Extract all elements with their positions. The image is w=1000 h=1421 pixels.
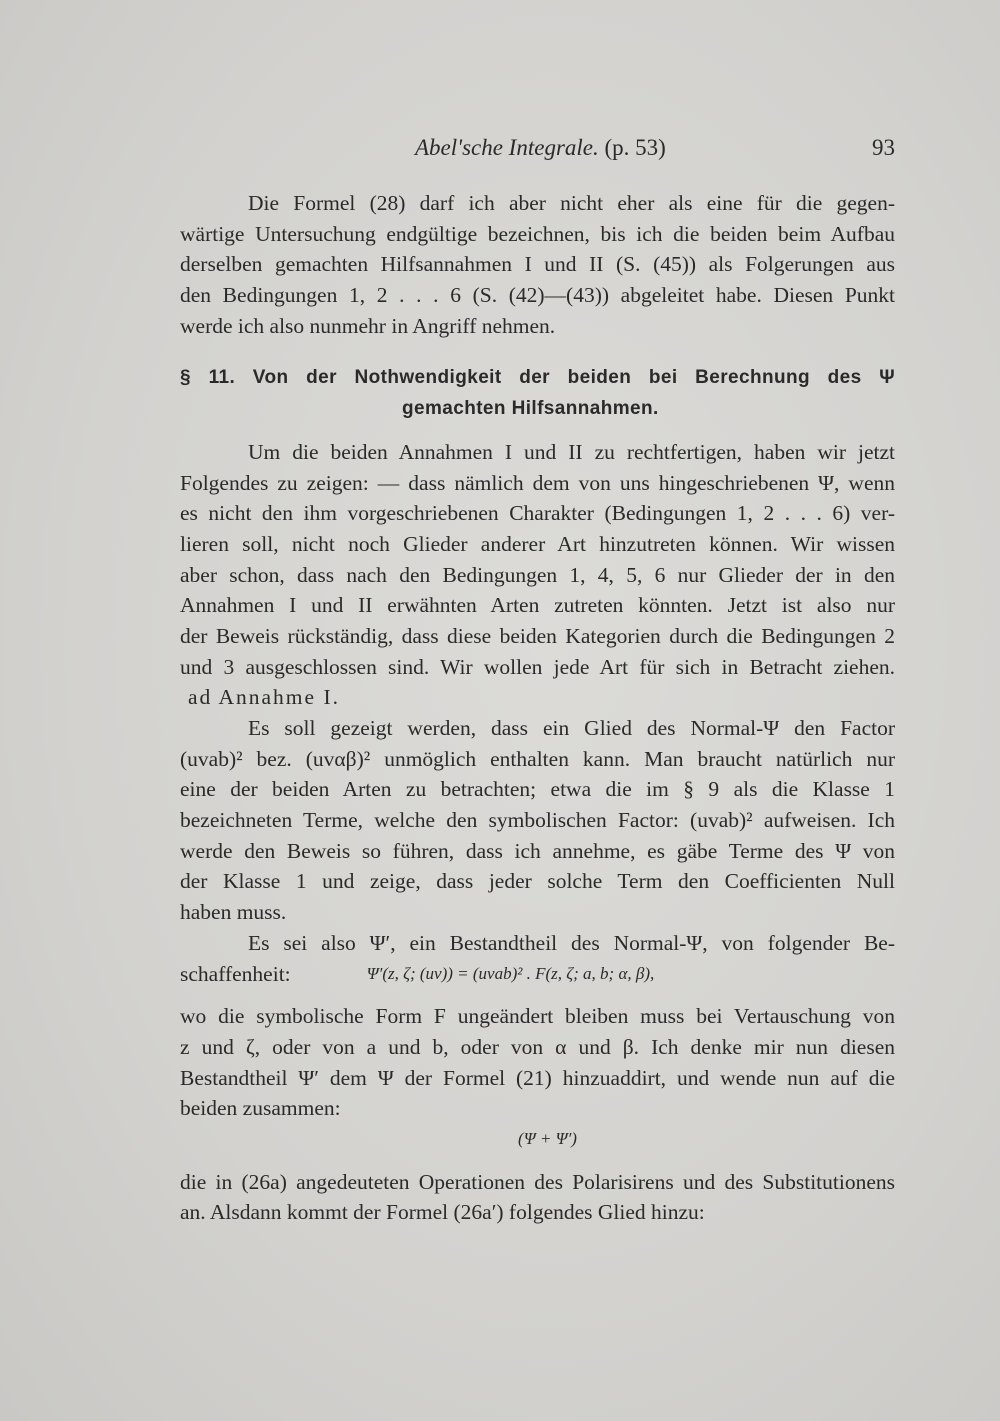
text-line: wärtige Untersuchung endgültige bezeichnen, bis ich die beiden beim Aufbau [180,221,895,246]
text-line: aber schon, dass nach den Bedingungen 1, 4, 5, 6 nur Glieder der in den [180,562,895,587]
text-line: Folgendes zu zeigen: — dass nämlich dem von uns hingeschriebenen Ψ, wenn [180,470,895,495]
text-line: werde den Beweis so führen, dass ich annehme, es gäbe Terme des Ψ von [180,838,895,863]
text-line: z und ζ, oder von a und b, oder von α und β. Ich denke mir nun diesen [180,1034,895,1059]
text-line: den Bedingungen 1, 2 . . . 6 (S. (42)—(43)) abgeleitet habe. Diesen Punkt [180,283,895,308]
formula-psi-prime: Ψ′(z, ζ; (uv)) = (uvab)² . F(z, ζ; a, b; α, β), [366,963,655,983]
text-line: Es soll gezeigt werden, dass ein Glied des Normal-Ψ den Factor [248,716,895,740]
header-title-italic: Abel'sche Integrale. [415,135,599,160]
paragraph-3 [180,713,895,928]
text-line: derselben gemachten Hilfsannahmen I und II (S. (45)) als Folgerungen aus [180,252,895,277]
section-heading [180,363,895,424]
header-title [415,135,666,161]
text-line: eine der beiden Arten zu betrachten; etwa die im § 9 als die Klasse 1 [180,777,895,802]
text-line: Annahmen I und II erwähnten Arten zutreten könnten. Jetzt ist also nur [180,593,895,618]
paragraph-4 [180,928,895,989]
text-line: haben muss. [180,900,287,925]
text-line: der Beweis rückständig, dass diese beiden Kategorien durch die Bedingungen 2 [180,623,895,648]
spacer [180,1155,895,1167]
text-line: an. Alsdann kommt der Formel (26a′) folgendes Glied hinzu: [180,1200,705,1225]
running-header [180,135,895,165]
text-line: (uvab)² bez. (uvαβ)² unmöglich enthalten kann. Man braucht natürlich nur [180,746,895,771]
page-number: 93 [872,135,895,160]
text-line: die in (26a) angedeuteten Operationen des Polarisirens und des Substitutionens [180,1169,895,1194]
subheading-ad-annahme: ad Annahme I. [188,685,340,710]
section-heading-line-1: § 11. Von der Nothwendigkeit der beiden bei Berechnung des Ψ [180,367,895,389]
text-line: lieren soll, nicht noch Glieder anderer Art hinzutreten können. Wir wissen [180,531,895,556]
section-heading-line-2: gemachten Hilfsannahmen. [402,398,659,420]
text-line: der Klasse 1 und zeige, dass jeder solche Term den Coefficienten Null [180,869,895,894]
spacer [180,341,895,363]
text-line: wo die symbolische Form F ungeändert bleiben muss bei Vertauschung von [180,1004,895,1029]
formula-psi-sum: (Ψ + Ψ′) [518,1128,577,1148]
text-line: Um die beiden Annahmen I und II zu rechtfertigen, haben wir jetzt [248,439,895,464]
text-line: werde ich also nunmehr in Angriff nehmen. [180,313,556,338]
page-body [180,188,895,1228]
text-line: beiden zusammen: [180,1096,341,1121]
text-line: Die Formel (28) darf ich aber nicht eher als eine für die gegen- [248,191,895,215]
spacer [180,989,895,1001]
formula-row-1 [180,959,895,990]
text-line: Bestandtheil Ψ′ dem Ψ der Formel (21) hinzuaddirt, und wende nun auf die [180,1065,895,1090]
paragraph-1 [180,188,895,341]
paragraph-5 [180,1001,895,1154]
header-title-rest: (p. 53) [598,135,666,160]
text-line: Es sei also Ψ′, ein Bestandtheil des Normal-Ψ, von folgender Be- [248,930,895,955]
text-line: bezeichneten Terme, welche den symbolischen Factor: (uvab)² aufweisen. Ich [180,808,895,833]
paragraph-6 [180,1167,895,1228]
text-line: es nicht den ihm vorgeschriebenen Charakter (Bedingungen 1, 2 . . . 6) ver- [180,501,895,526]
spacer [180,425,895,437]
text-label: schaffenheit: [180,961,291,986]
text-line: und 3 ausgeschlossen sind. Wir wollen jede Art für sich in Betracht ziehen. [180,654,895,679]
paragraph-2 [180,437,895,683]
